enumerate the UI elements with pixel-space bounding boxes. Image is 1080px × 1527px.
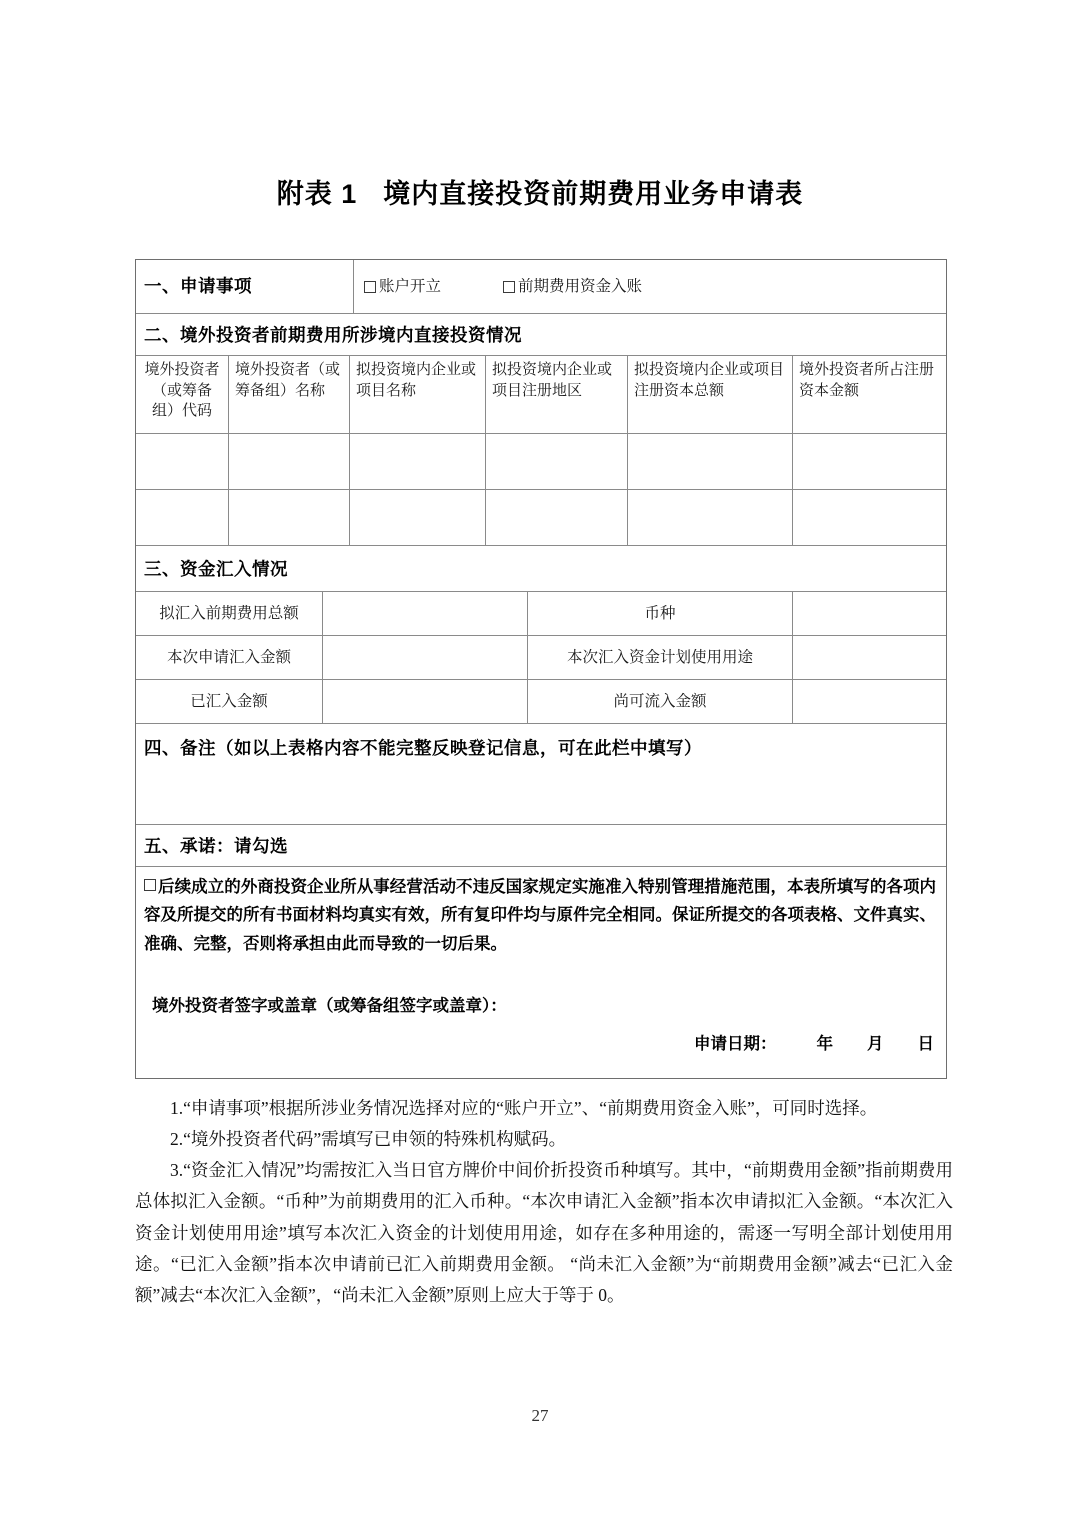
column-header-registered-capital-total: 拟投资境内企业或项目注册资本总额 bbox=[628, 356, 793, 434]
column-header-investor-capital-amount: 境外投资者所占注册资本金额 bbox=[793, 356, 946, 434]
table-row bbox=[136, 636, 946, 680]
page-number: 27 bbox=[531, 1406, 549, 1425]
section3-heading: 三、资金汇入情况 bbox=[136, 546, 946, 592]
application-form-table bbox=[135, 259, 947, 1079]
checkbox-icon[interactable] bbox=[364, 281, 376, 293]
cell-investor-name[interactable] bbox=[229, 490, 350, 546]
checkbox-label: 账户开立 bbox=[379, 277, 442, 295]
checkbox-option-preliminary-fund-deposit[interactable] bbox=[503, 276, 642, 298]
checkbox-label: 前期费用资金入账 bbox=[518, 277, 643, 295]
section1-row bbox=[136, 260, 946, 314]
date-label: 申请日期： bbox=[694, 1035, 777, 1054]
cell-target-name[interactable] bbox=[350, 490, 486, 546]
label-current-application-amount: 本次申请汇入金额 bbox=[136, 636, 323, 680]
cell-registration-region[interactable] bbox=[486, 434, 628, 490]
note-item: 2.“境外投资者代码”需填写已申领的特殊机构赋码。 bbox=[170, 1129, 567, 1150]
section1-options bbox=[354, 260, 946, 314]
form-notes bbox=[135, 1093, 953, 1311]
label-currency: 币种 bbox=[528, 592, 793, 636]
cell-target-name[interactable] bbox=[350, 434, 486, 490]
checkbox-icon[interactable] bbox=[503, 281, 515, 293]
column-header-registration-region: 拟投资境内企业或项目注册地区 bbox=[486, 356, 628, 434]
note-item: 1.“申请事项”根据所涉业务情况选择对应的“账户开立”、“前期费用资金入账”，可同时选择。 bbox=[170, 1098, 878, 1118]
page-title bbox=[0, 172, 1080, 211]
section2-heading: 二、境外投资者前期费用所涉境内直接投资情况 bbox=[136, 314, 946, 356]
cell-investor-code[interactable] bbox=[136, 490, 229, 546]
cell-investor-name[interactable] bbox=[229, 434, 350, 490]
table-row bbox=[136, 434, 946, 490]
date-day-label: 日 bbox=[917, 1035, 934, 1054]
column-header-target-name: 拟投资境内企业或项目名称 bbox=[350, 356, 486, 434]
application-date-line bbox=[144, 1016, 936, 1076]
investor-table-header-row bbox=[136, 356, 946, 434]
label-already-remitted-amount: 已汇入金额 bbox=[136, 680, 323, 724]
value-total-preliminary-fee[interactable] bbox=[323, 592, 528, 636]
commitment-block bbox=[136, 867, 946, 1078]
date-month-label: 月 bbox=[867, 1035, 884, 1054]
cell-investor-capital-amount[interactable] bbox=[793, 490, 946, 546]
value-currency[interactable] bbox=[793, 592, 946, 636]
title-prefix: 附表 1 bbox=[276, 179, 358, 209]
date-year-label: 年 bbox=[816, 1035, 833, 1054]
remarks-input-area[interactable] bbox=[136, 764, 946, 825]
table-row bbox=[136, 592, 946, 636]
label-planned-use-of-funds: 本次汇入资金计划使用用途 bbox=[528, 636, 793, 680]
value-planned-use-of-funds[interactable] bbox=[793, 636, 946, 680]
checkbox-option-account-opening[interactable] bbox=[364, 276, 441, 298]
cell-investor-code[interactable] bbox=[136, 434, 229, 490]
table-row bbox=[136, 680, 946, 724]
cell-investor-capital-amount[interactable] bbox=[793, 434, 946, 490]
note-item: 3.“资金汇入情况”均需按汇入当日官方牌价中间价折投资币种填写。其中，“前期费用金额”指前期费用总体拟汇入金额。“币种”为前期费用的汇入币种。“本次申请汇入金额”指本次申请拟汇入金额。“本次汇入资金计划使用用途”填写本次汇入资金的计划使用用途，如存在多种用途的，需逐一写明全部计划使用用途。“已汇入金额”指本次申请前已汇入前期费用金额。 “尚未汇入金额”为“前期费用金额”减去“已汇入金额”减去“本次汇入金额”，“尚未汇入金额”原则上应大于等于 0。 bbox=[135, 1160, 953, 1305]
label-total-preliminary-fee: 拟汇入前期费用总额 bbox=[136, 592, 323, 636]
section4-heading: 四、备注（如以上表格内容不能完整反映登记信息，可在此栏中填写） bbox=[144, 737, 702, 758]
value-already-remitted-amount[interactable] bbox=[323, 680, 528, 724]
checkbox-icon[interactable] bbox=[144, 879, 156, 891]
value-remaining-amount[interactable] bbox=[793, 680, 946, 724]
commitment-text: 后续成立的外商投资企业所从事经营活动不违反国家规定实施准入特别管理措施范围，本表所填写的各项内容及所提交的所有书面材料均真实有效，所有复印件均与原件完全相同。保证所提交的各项表格、文件真实、准确、完整，否则将承担由此而导致的一切后果。 bbox=[144, 878, 936, 953]
column-header-investor-code: 境外投资者（或筹备组）代码 bbox=[136, 356, 229, 434]
section1-heading: 一、申请事项 bbox=[136, 260, 354, 314]
signature-label: 境外投资者签字或盖章（或筹备组签字或盖章）： bbox=[152, 997, 507, 1016]
cell-registered-capital-total[interactable] bbox=[628, 490, 793, 546]
label-remaining-amount: 尚可流入金额 bbox=[528, 680, 793, 724]
cell-registered-capital-total[interactable] bbox=[628, 434, 793, 490]
table-row bbox=[136, 490, 946, 546]
cell-registration-region[interactable] bbox=[486, 490, 628, 546]
column-header-investor-name: 境外投资者（或筹备组）名称 bbox=[229, 356, 350, 434]
section5-heading: 五、承诺：请勾选 bbox=[136, 825, 946, 867]
commitment-statement bbox=[144, 873, 936, 958]
title-main: 境内直接投资前期费用业务申请表 bbox=[383, 179, 804, 209]
value-current-application-amount[interactable] bbox=[323, 636, 528, 680]
